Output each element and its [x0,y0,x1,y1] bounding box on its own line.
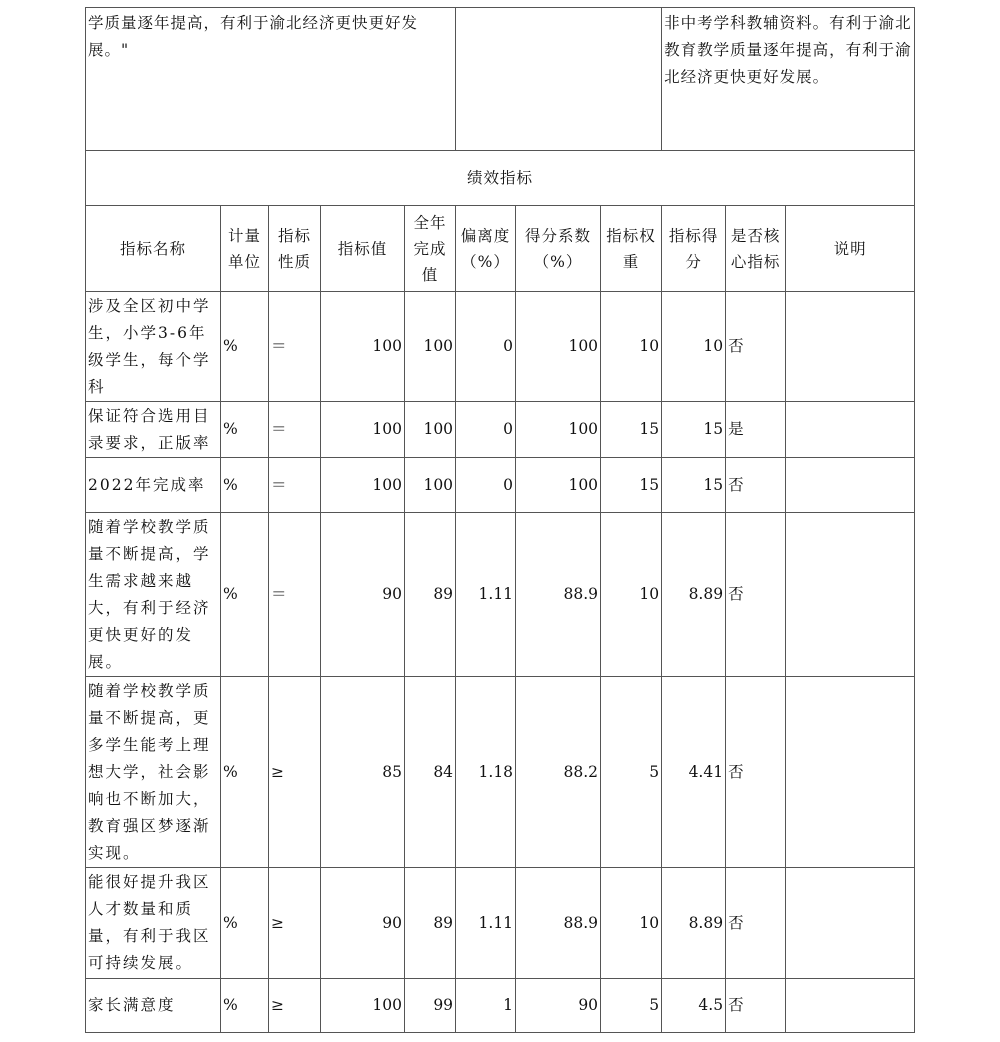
cell-score: 15 [662,458,726,513]
cell-name: 能很好提升我区人才数量和质量，有利于我区可持续发展。 [86,868,221,979]
cell-weight: 10 [601,513,662,677]
cell-coef: 90 [516,979,601,1033]
performance-table [85,7,915,1033]
cell-score: 15 [662,402,726,458]
cell-coef: 88.9 [516,868,601,979]
cell-unit: % [221,292,269,402]
cell-actual: 100 [405,402,456,458]
cell-note [786,513,915,677]
column-header: 是否核心指标 [726,206,786,292]
cell-core: 是 [726,402,786,458]
column-header: 得分系数（%） [516,206,601,292]
cell-actual: 100 [405,292,456,402]
cell-nature: ＝ [269,458,321,513]
cell-core: 否 [726,979,786,1033]
table-row [86,292,915,402]
cell-target: 100 [321,458,405,513]
table-row [86,677,915,868]
cell-coef: 88.9 [516,513,601,677]
cell-weight: 15 [601,402,662,458]
column-header: 指标权重 [601,206,662,292]
table-row [86,402,915,458]
cell-core: 否 [726,292,786,402]
cell-weight: 15 [601,458,662,513]
cell-note [786,868,915,979]
column-header: 偏离度（%） [456,206,516,292]
cell-core: 否 [726,677,786,868]
cell-nature: ＝ [269,513,321,677]
cell-weight: 5 [601,677,662,868]
column-header: 指标值 [321,206,405,292]
cell-target: 90 [321,513,405,677]
cell-core: 否 [726,458,786,513]
cell-name: 随着学校教学质量不断提高，学生需求越来越大，有利于经济更快更好的发展。 [86,513,221,677]
cell-name: 2022年完成率 [86,458,221,513]
cell-weight: 10 [601,868,662,979]
cell-nature: ≥ [269,868,321,979]
cell-name: 随着学校教学质量不断提高，更多学生能考上理想大学，社会影响也不断加大，教育强区梦逐渐实现。 [86,677,221,868]
cell-coef: 100 [516,292,601,402]
cell-actual: 100 [405,458,456,513]
column-header: 说明 [786,206,915,292]
cell-unit: % [221,513,269,677]
cell-deviation: 1.11 [456,868,516,979]
cell-nature: ≥ [269,979,321,1033]
cell-target: 90 [321,868,405,979]
cell-name: 涉及全区初中学生，小学3-6年级学生，每个学科 [86,292,221,402]
column-header: 全年完成值 [405,206,456,292]
cell-deviation: 1.11 [456,513,516,677]
cell-unit: % [221,868,269,979]
cell-note [786,292,915,402]
column-header: 指标性质 [269,206,321,292]
top-row [86,8,915,151]
top-right-cell: 非中考学科教辅资料。有利于渝北教育教学质量逐年提高，有利于渝北经济更快更好发展。 [662,8,915,151]
cell-coef: 100 [516,402,601,458]
cell-unit: % [221,458,269,513]
cell-note [786,979,915,1033]
cell-actual: 89 [405,868,456,979]
cell-actual: 84 [405,677,456,868]
cell-score: 8.89 [662,868,726,979]
table-row [86,513,915,677]
column-header: 计量单位 [221,206,269,292]
cell-coef: 88.2 [516,677,601,868]
cell-coef: 100 [516,458,601,513]
cell-score: 8.89 [662,513,726,677]
table-row [86,979,915,1033]
cell-nature: ≥ [269,677,321,868]
cell-core: 否 [726,513,786,677]
cell-deviation: 0 [456,402,516,458]
cell-actual: 89 [405,513,456,677]
section-title: 绩效指标 [86,151,915,206]
section-row [86,151,915,206]
cell-name: 家长满意度 [86,979,221,1033]
cell-deviation: 0 [456,458,516,513]
cell-target: 100 [321,979,405,1033]
cell-score: 4.41 [662,677,726,868]
cell-score: 10 [662,292,726,402]
cell-unit: % [221,677,269,868]
table-row [86,458,915,513]
cell-target: 100 [321,292,405,402]
top-left-cell: 学质量逐年提高，有利于渝北经济更快更好发展。" [86,8,456,151]
cell-note [786,458,915,513]
cell-name: 保证符合选用目录要求，正版率 [86,402,221,458]
cell-note [786,677,915,868]
cell-score: 4.5 [662,979,726,1033]
cell-deviation: 1.18 [456,677,516,868]
cell-deviation: 1 [456,979,516,1033]
cell-note [786,402,915,458]
cell-unit: % [221,979,269,1033]
column-header: 指标名称 [86,206,221,292]
cell-core: 否 [726,868,786,979]
top-middle-cell [456,8,662,151]
cell-nature: ＝ [269,402,321,458]
column-header: 指标得分 [662,206,726,292]
cell-weight: 5 [601,979,662,1033]
cell-deviation: 0 [456,292,516,402]
cell-actual: 99 [405,979,456,1033]
cell-target: 85 [321,677,405,868]
cell-nature: ＝ [269,292,321,402]
cell-target: 100 [321,402,405,458]
table-row [86,868,915,979]
cell-weight: 10 [601,292,662,402]
cell-unit: % [221,402,269,458]
header-row [86,206,915,292]
